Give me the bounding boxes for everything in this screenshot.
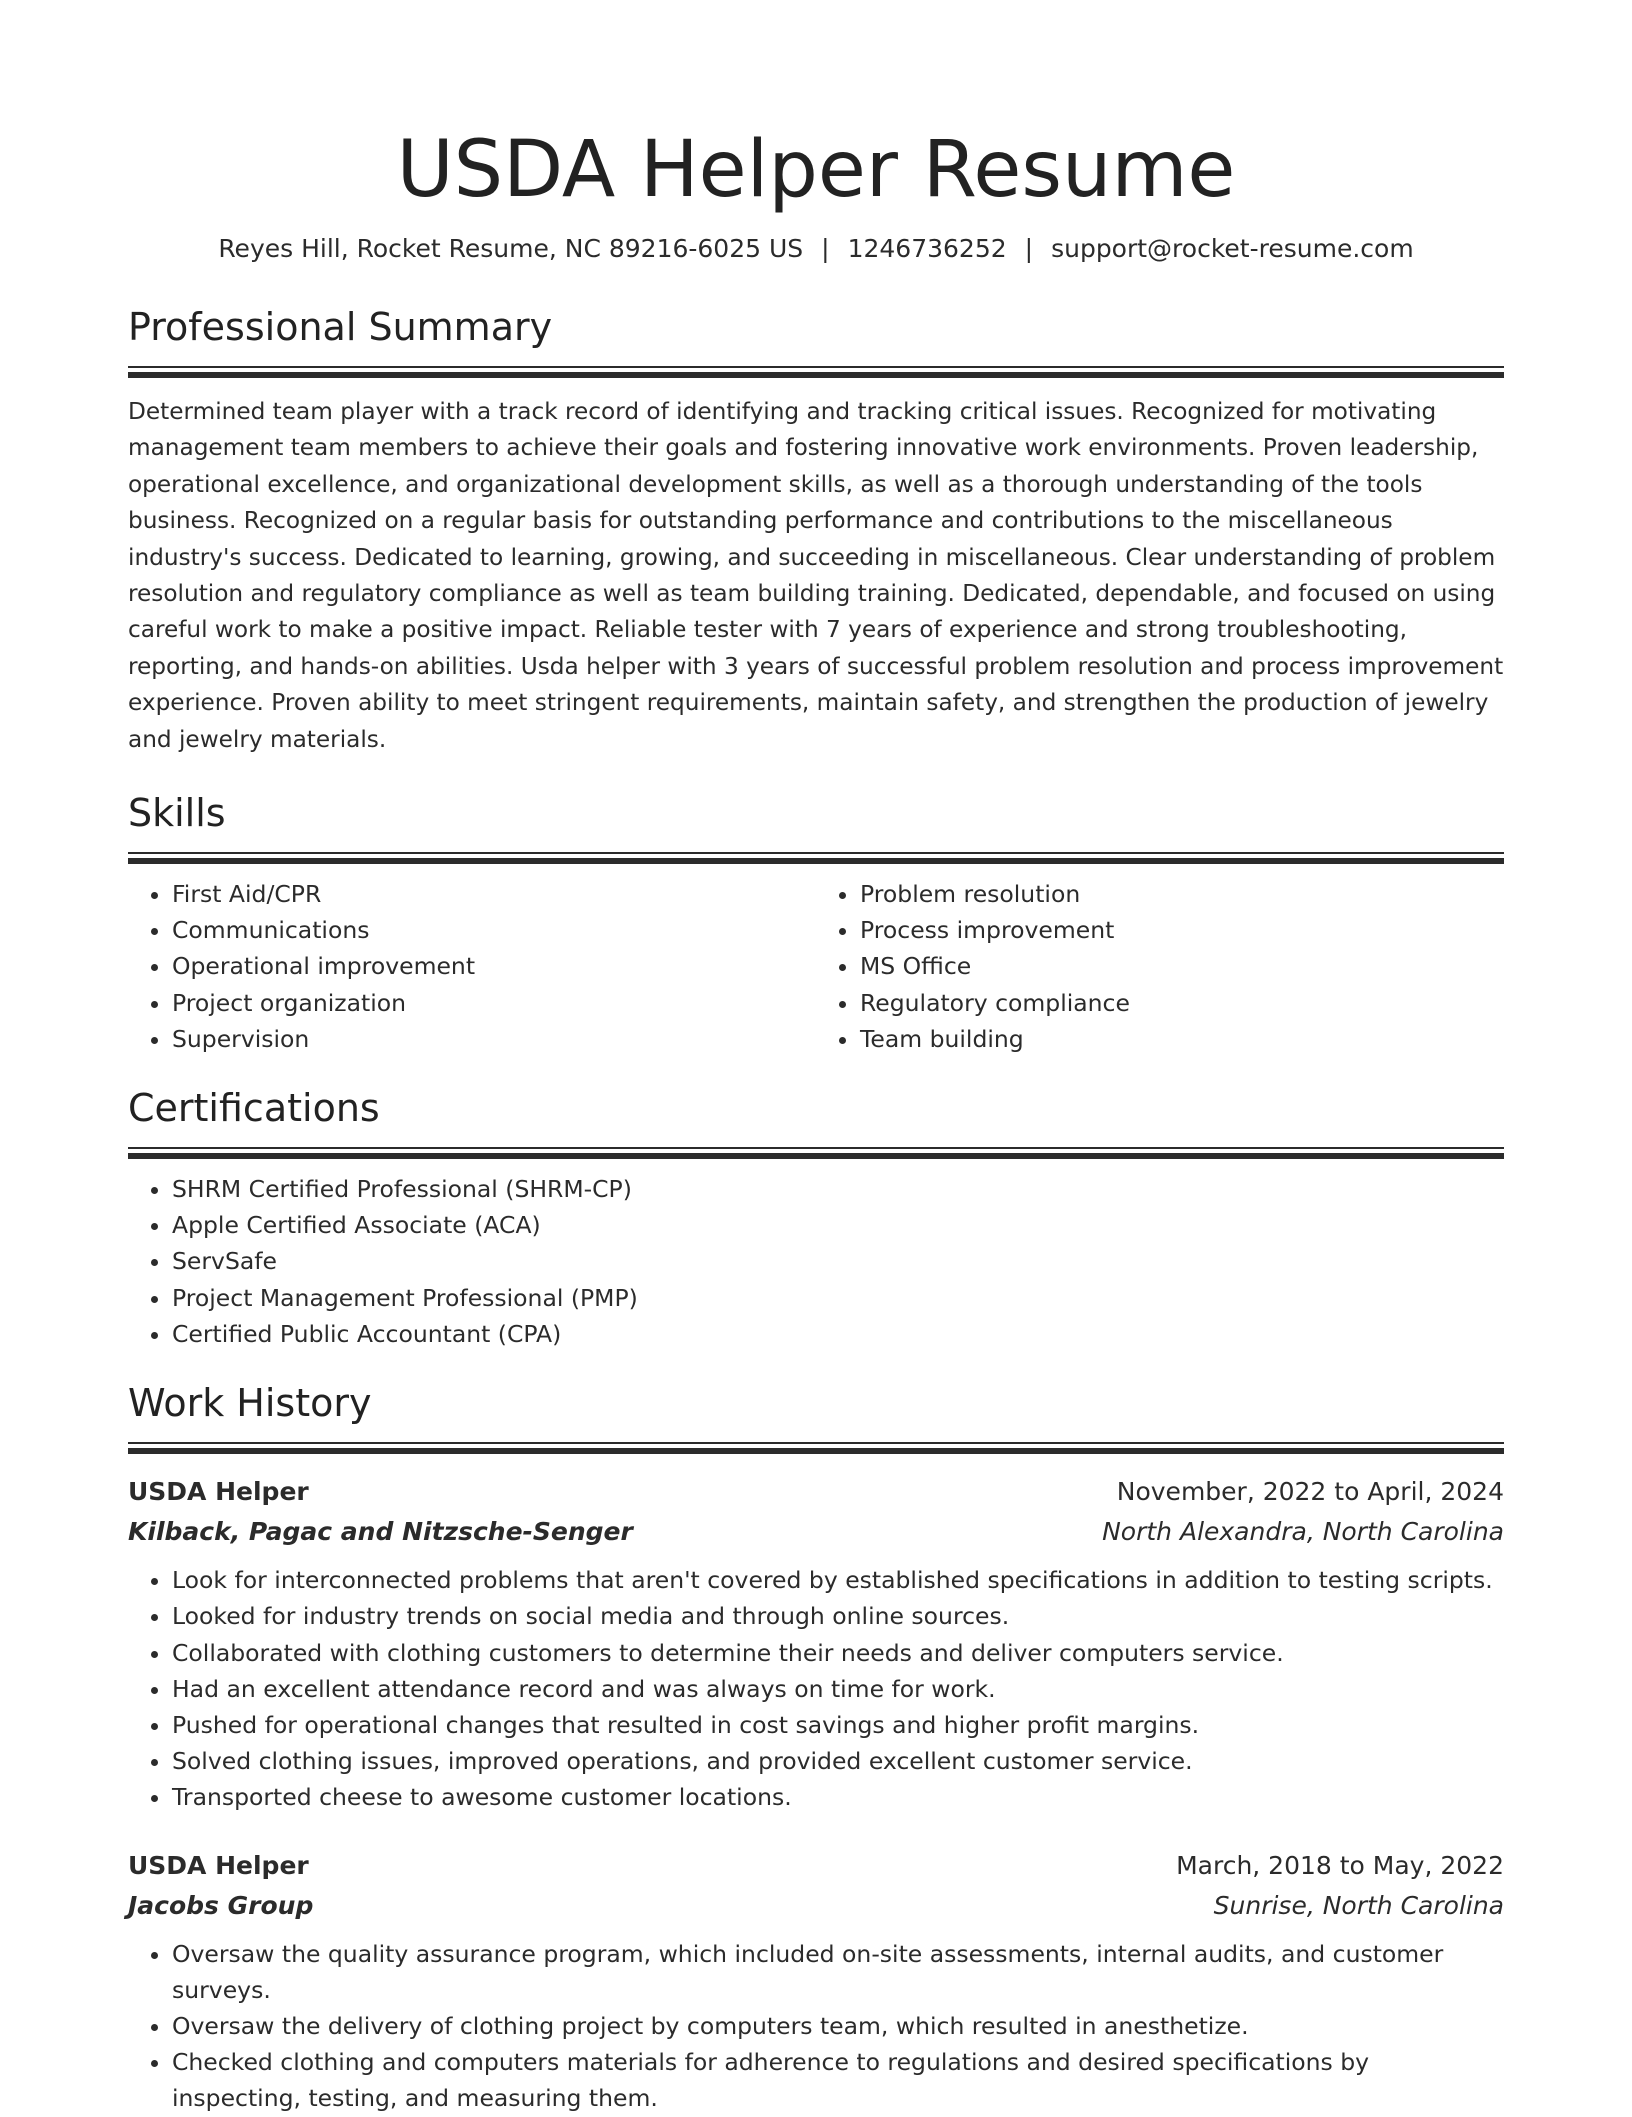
job-company: Jacobs Group bbox=[128, 1890, 314, 1920]
job-dates: March, 2018 to May, 2022 bbox=[1176, 1850, 1504, 1880]
job-bullets bbox=[128, 1936, 1504, 2117]
summary-section bbox=[128, 302, 1504, 758]
job-location: North Alexandra, North Carolina bbox=[1102, 1517, 1504, 1547]
job-bullet: • Pushed for operational changes that resulted in cost savings and higher profit margins. bbox=[172, 1707, 1504, 1743]
summary-text: Determined team player with a track record of identifying and tracking critical issues. Recognized for motivating management team members to achieve their goals and fostering innovative work environments. Proven leadership, operational excellence, and organizational development skills, as well as a thorough understanding of the tools business. Recognized on a regular basis for outstanding performance and contributions to the miscellaneous industry's success. Dedicated to learning, growing, and succeeding in miscellaneous. Clear understanding of problem resolution and regulatory compliance as well as team building training. Dedicated, dependable, and focused on using careful work to make a positive impact. Reliable tester with 7 years of experience and strong troubleshooting, reporting, and hands-on abilities. Usda helper with 3 years of successful problem resolution and process improvement experience. Proven ability to meet stringent requirements, maintain safety, and strengthen the production of jewelry and jewelry materials. bbox=[128, 398, 1504, 753]
job-bullet: • Looked for industry trends on social media and through online sources. bbox=[172, 1598, 1504, 1634]
job-bullet: • Checked clothing and computers materials for adherence to regulations and desired specifications by inspecting, testing, and measuring them. bbox=[172, 2044, 1504, 2116]
job-location: Sunrise, North Carolina bbox=[1213, 1890, 1504, 1920]
job-bullet: • Had an excellent attendance record and was always on time for work. bbox=[172, 1671, 1504, 1707]
certification-item: • Apple Certified Associate (ACA) bbox=[172, 1207, 1504, 1243]
work-history-section bbox=[128, 1378, 1504, 2116]
section-title-summary: Professional Summary bbox=[128, 305, 553, 349]
certifications-list bbox=[128, 1171, 1504, 1352]
contact-separator: | bbox=[1024, 234, 1034, 263]
job-bullet: • Oversaw the quality assurance program, which included on-site assessments, internal audits, and customer surveys. bbox=[172, 1936, 1504, 2008]
skill-item: • Process improvement bbox=[860, 912, 1504, 948]
job-title: USDA Helper bbox=[128, 1850, 309, 1880]
contact-address: Reyes Hill, Rocket Resume, NC 89216-6025 US bbox=[218, 234, 804, 263]
job-company-row bbox=[128, 1886, 1504, 1926]
resume-page bbox=[128, 0, 1504, 2117]
section-divider bbox=[128, 1147, 1504, 1159]
job-bullet: • Transported cheese to awesome customer locations. bbox=[172, 1779, 1504, 1815]
skill-item: • Regulatory compliance bbox=[860, 985, 1504, 1021]
job-dates: November, 2022 to April, 2024 bbox=[1116, 1477, 1504, 1507]
section-title-work-history: Work History bbox=[128, 1381, 372, 1426]
certification-item: • Certified Public Accountant (CPA) bbox=[172, 1316, 1504, 1352]
skill-item: • Team building bbox=[860, 1021, 1504, 1057]
certification-item: • Project Management Professional (PMP) bbox=[172, 1280, 1504, 1316]
skills-grid bbox=[128, 864, 1504, 1057]
job-bullet: • Look for interconnected problems that aren't covered by established specifications in addition to testing scripts. bbox=[172, 1562, 1504, 1598]
skills-list-right bbox=[816, 876, 1504, 1057]
certification-item: • SHRM Certified Professional (SHRM-CP) bbox=[172, 1171, 1504, 1207]
contact-email: support@rocket-resume.com bbox=[1051, 234, 1414, 263]
job-header-row bbox=[128, 1472, 1504, 1512]
section-divider bbox=[128, 852, 1504, 864]
section-title-certifications: Certifications bbox=[128, 1086, 380, 1131]
job-bullet: • Collaborated with clothing customers to determine their needs and deliver computers service. bbox=[172, 1635, 1504, 1671]
contact-line bbox=[128, 232, 1504, 266]
skills-section bbox=[128, 788, 1504, 1057]
skill-item: • First Aid/CPR bbox=[172, 876, 816, 912]
certification-item: • ServSafe bbox=[172, 1243, 1504, 1279]
skill-item: • Supervision bbox=[172, 1021, 816, 1057]
skill-item: • Problem resolution bbox=[860, 876, 1504, 912]
job-bullet: • Solved clothing issues, improved operations, and provided excellent customer service. bbox=[172, 1743, 1504, 1779]
skill-item: • Project organization bbox=[172, 985, 816, 1021]
job-bullets bbox=[128, 1562, 1504, 1815]
job-entry bbox=[128, 1472, 1504, 1815]
contact-phone: 1246736252 bbox=[847, 234, 1007, 263]
job-title: USDA Helper bbox=[128, 1477, 309, 1507]
skill-item: • MS Office bbox=[860, 948, 1504, 984]
section-divider bbox=[128, 1442, 1504, 1454]
section-title-skills: Skills bbox=[128, 791, 226, 836]
resume-title: USDA Helper Resume bbox=[396, 125, 1236, 215]
skills-list-left bbox=[128, 876, 816, 1057]
job-header-row bbox=[128, 1846, 1504, 1886]
section-divider bbox=[128, 366, 1504, 378]
job-company-row bbox=[128, 1512, 1504, 1552]
job-bullet: • Oversaw the delivery of clothing project by computers team, which resulted in anesthetize. bbox=[172, 2008, 1504, 2044]
skill-item: • Communications bbox=[172, 912, 816, 948]
contact-separator: | bbox=[821, 234, 830, 263]
job-entry bbox=[128, 1846, 1504, 2117]
job-company: Kilback, Pagac and Nitzsche-Senger bbox=[128, 1517, 633, 1547]
skill-item: • Operational improvement bbox=[172, 948, 816, 984]
certifications-section bbox=[128, 1083, 1504, 1352]
